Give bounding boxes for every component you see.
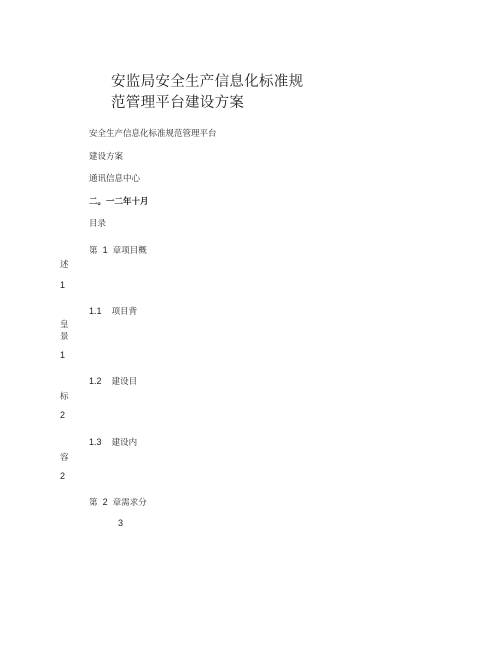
toc-chapter-2 — [89, 490, 147, 509]
toc-section-1-1 — [89, 299, 137, 318]
toc-section-1-1-page: 1 — [60, 350, 66, 360]
toc-section-1-2 — [89, 369, 137, 388]
toc-section-1-1-title: 项目背 — [111, 307, 138, 317]
toc-section-1-2-number: 1.2 — [89, 376, 102, 386]
toc-section-1-3 — [89, 430, 137, 449]
toc-section-1-1-number: 1.1 — [89, 306, 102, 316]
toc-section-1-2-page: 2 — [60, 410, 66, 420]
toc-chapter-1-title-wrap: 述 — [60, 260, 69, 270]
toc-chapter-1 — [89, 238, 147, 257]
organization: 通讯信息中心 — [89, 174, 141, 184]
document-title-line-1: 安监局安全生产信息化标准规 — [111, 74, 304, 90]
toc-section-1-3-page: 2 — [60, 471, 66, 481]
toc-chapter-1-title: 章项目概 — [112, 246, 147, 256]
toc-section-1-3-title-wrap: 容 — [60, 453, 69, 463]
toc-section-1-2-title-wrap: 标 — [60, 392, 69, 402]
toc-section-1-3-title: 建设内 — [111, 438, 138, 448]
toc-section-1-1-title-wrap-2: 景 — [60, 332, 69, 342]
toc-chapter-2-number: 2 — [102, 497, 108, 507]
toc-chapter-2-prefix: 第 — [89, 498, 98, 508]
subtitle-line-1: 安全生产信息化标准规范管理平台 — [89, 129, 217, 139]
toc-chapter-1-number: 1 — [102, 245, 108, 255]
toc-section-1-1-title-wrap-1: 皇 — [60, 320, 69, 330]
document-date: 二。一二年十月 — [89, 197, 149, 207]
document-title-line-2: 范管理平台建设方案 — [111, 95, 245, 111]
toc-section-1-3-number: 1.3 — [89, 437, 102, 447]
toc-chapter-1-prefix: 第 — [89, 246, 98, 256]
toc-chapter-1-page: 1 — [60, 280, 66, 290]
toc-section-1-2-title: 建设目 — [111, 377, 138, 387]
toc-chapter-2-title: 章需求分 — [112, 498, 147, 508]
toc-chapter-2-page: 3 — [118, 518, 124, 528]
subtitle-line-2: 建设方案 — [89, 152, 124, 162]
toc-heading: 目录 — [89, 219, 107, 229]
